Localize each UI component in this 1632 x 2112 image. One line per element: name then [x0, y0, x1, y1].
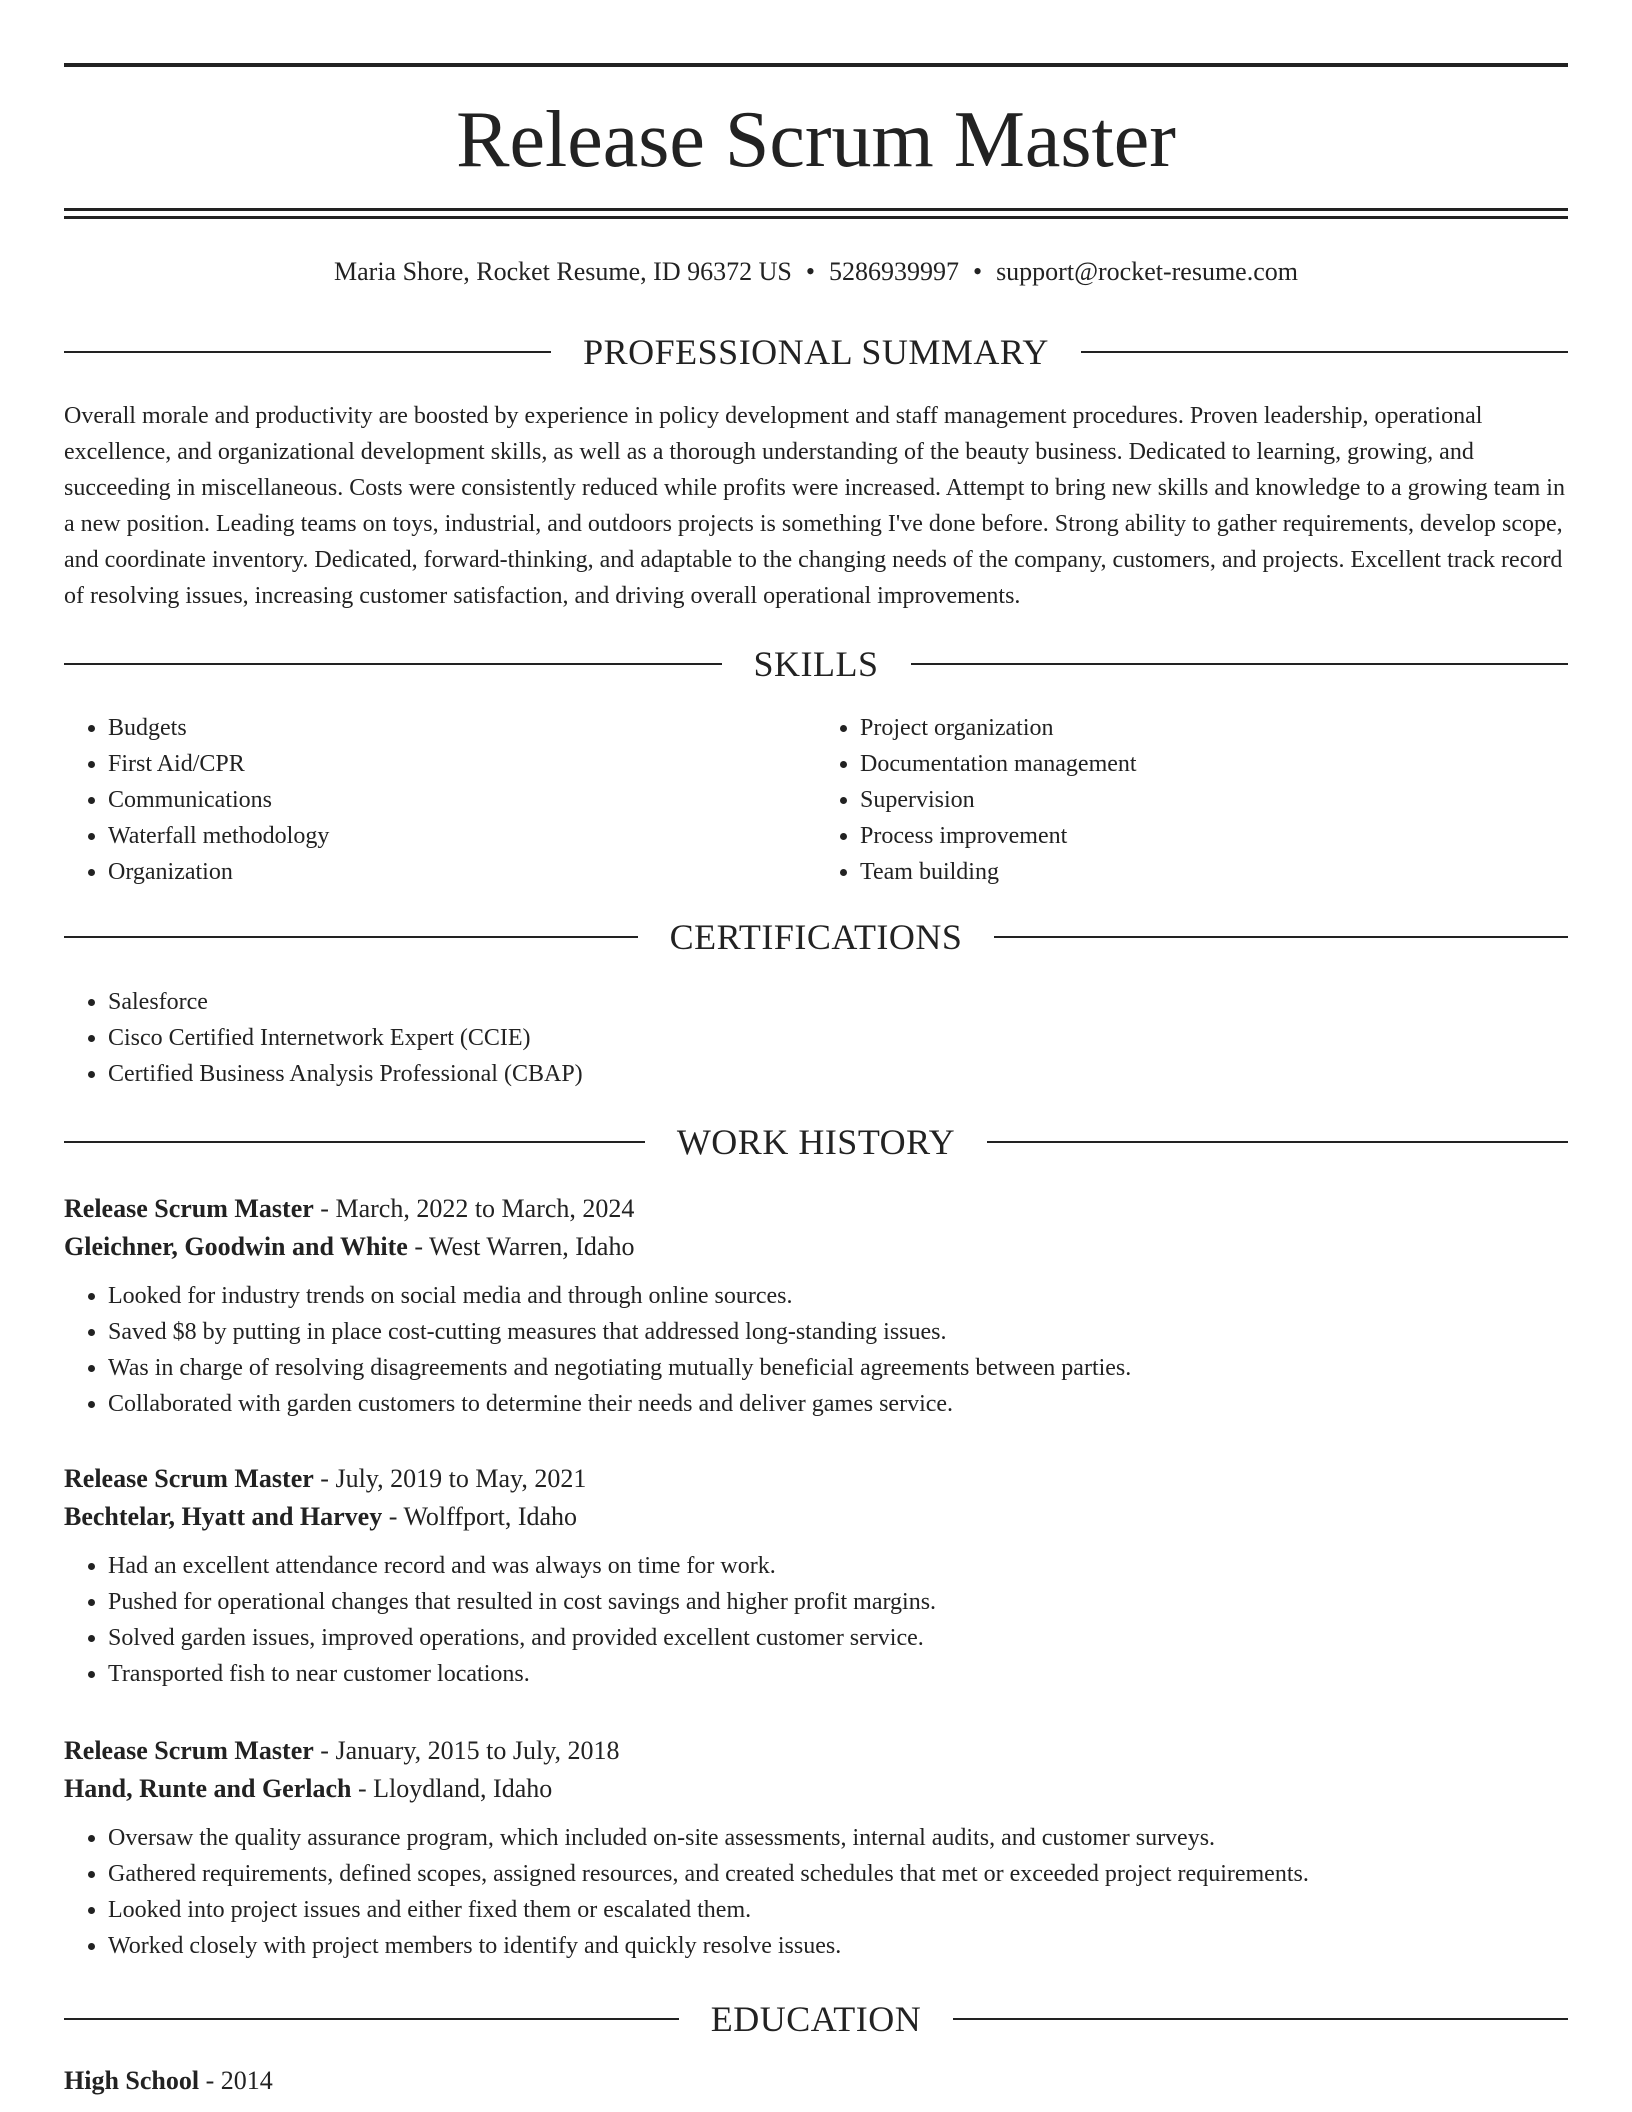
- certifications-list: [64, 984, 1568, 1092]
- section-title: WORK HISTORY: [676, 1122, 956, 1162]
- heading-rule: [64, 351, 551, 353]
- job-entry: [64, 1190, 1568, 1422]
- contact-separator: •: [972, 257, 983, 286]
- job-company-line: [64, 1228, 1568, 1266]
- heading-rule: [1081, 351, 1568, 353]
- job-location: West Warren, Idaho: [429, 1232, 635, 1261]
- job-bullet: • Saved $8 by putting in place cost-cutting measures that addressed long-standing issues.: [108, 1314, 1568, 1350]
- heading-rule: [64, 1141, 645, 1143]
- skill-item: • Supervision: [860, 782, 1568, 818]
- skill-item: • Waterfall methodology: [108, 818, 816, 854]
- certification-item: • Certified Business Analysis Professional (CBAP): [108, 1056, 1568, 1092]
- heading-rule: [911, 663, 1569, 665]
- job-dash: -: [313, 1736, 336, 1765]
- heading-rule: [64, 2018, 679, 2020]
- skills-column-right: [816, 710, 1568, 890]
- job-dash: -: [313, 1194, 336, 1223]
- skill-item: • Project organization: [860, 710, 1568, 746]
- job-bullet: • Oversaw the quality assurance program, which included on-site assessments, internal audits, and customer surveys.: [108, 1820, 1568, 1856]
- section-heading-summary: [64, 330, 1568, 374]
- job-bullet: • Gathered requirements, defined scopes, assigned resources, and created schedules that met or exceeded project requirements.: [108, 1856, 1568, 1892]
- job-title-line: [64, 1190, 1568, 1228]
- job-title-line: [64, 1460, 1568, 1498]
- job-company-line: [64, 1770, 1568, 1808]
- job-location: Lloydland, Idaho: [373, 1774, 553, 1803]
- certification-item: • Cisco Certified Internetwork Expert (CCIE): [108, 1020, 1568, 1056]
- certification-item: • Salesforce: [108, 984, 1568, 1020]
- section-title: EDUCATION: [710, 1999, 922, 2039]
- job-bullet: • Pushed for operational changes that resulted in cost savings and higher profit margins.: [108, 1584, 1568, 1620]
- job-company: Gleichner, Goodwin and White: [64, 1232, 408, 1261]
- skill-item: • Documentation management: [860, 746, 1568, 782]
- section-heading-work-history: [64, 1120, 1568, 1164]
- title-rule-lower: [64, 216, 1568, 219]
- section-heading-skills: [64, 642, 1568, 686]
- job-dash: -: [382, 1502, 404, 1531]
- section-heading-certifications: [64, 915, 1568, 959]
- contact-address: Maria Shore, Rocket Resume, ID 96372 US: [334, 257, 792, 286]
- education-year: 2014: [220, 2066, 273, 2095]
- job-bullet: • Transported fish to near customer locations.: [108, 1656, 1568, 1692]
- contact-line: [64, 254, 1568, 290]
- top-rule: [64, 63, 1568, 67]
- summary-text: Overall morale and productivity are boosted by experience in policy development and staff management procedures. Proven leadership, operational excellence, and organizational development skills, as well as a thorough understanding of the beauty business. Dedicated to learning, growing, and succeeding in miscellaneous. Costs were consistently reduced while profits were increased. Attempt to bring new skills and knowledge to a growing team in a new position. Leading teams on toys, industrial, and outdoors projects is something I've done before. Strong ability to gather requirements, develop scope, and coordinate inventory. Dedicated, forward-thinking, and adaptable to the changing needs of the company, customers, and projects. Excellent track record of resolving issues, increasing customer satisfaction, and driving overall operational improvements.: [64, 403, 1565, 609]
- job-title: Release Scrum Master: [64, 1194, 314, 1223]
- education-degree: High School: [64, 2066, 200, 2095]
- job-company: Hand, Runte and Gerlach: [64, 1774, 352, 1803]
- job-dash: -: [351, 1774, 374, 1803]
- contact-phone: 5286939997: [828, 257, 959, 286]
- job-title: Release Scrum Master: [64, 1736, 314, 1765]
- education-entry: [64, 2062, 1568, 2100]
- section-heading-education: [64, 1997, 1568, 2041]
- section-title: CERTIFICATIONS: [669, 917, 963, 957]
- resume-title: Release Scrum Master: [456, 96, 1176, 184]
- section-title: SKILLS: [753, 644, 879, 684]
- skills-column-left: [64, 710, 816, 890]
- skill-item: • Process improvement: [860, 818, 1568, 854]
- title-rule-upper: [64, 208, 1568, 211]
- heading-rule: [987, 1141, 1568, 1143]
- job-bullet: • Worked closely with project members to identify and quickly resolve issues.: [108, 1928, 1568, 1964]
- job-bullet: • Had an excellent attendance record and was always on time for work.: [108, 1548, 1568, 1584]
- section-title: PROFESSIONAL SUMMARY: [583, 332, 1049, 372]
- heading-rule: [64, 663, 722, 665]
- education-dash: -: [199, 2066, 221, 2095]
- job-company: Bechtelar, Hyatt and Harvey: [64, 1502, 383, 1531]
- heading-rule: [953, 2018, 1568, 2020]
- skill-item: • Organization: [108, 854, 816, 890]
- skill-item: • Team building: [860, 854, 1568, 890]
- job-entry: [64, 1732, 1568, 1964]
- job-location: Wolffport, Idaho: [403, 1502, 578, 1531]
- job-dates: July, 2019 to May, 2021: [335, 1464, 587, 1493]
- contact-email: support@rocket-resume.com: [996, 257, 1298, 286]
- job-dash: -: [407, 1232, 430, 1261]
- job-company-line: [64, 1498, 1568, 1536]
- job-bullet: • Looked into project issues and either fixed them or escalated them.: [108, 1892, 1568, 1928]
- heading-rule: [994, 936, 1568, 938]
- contact-separator: •: [805, 257, 815, 286]
- job-dates: January, 2015 to July, 2018: [335, 1736, 620, 1765]
- job-bullet: • Looked for industry trends on social media and through online sources.: [108, 1278, 1568, 1314]
- skill-item: • First Aid/CPR: [108, 746, 816, 782]
- job-bullet: • Was in charge of resolving disagreements and negotiating mutually beneficial agreements between parties.: [108, 1350, 1568, 1386]
- skill-item: • Budgets: [108, 710, 816, 746]
- skill-item: • Communications: [108, 782, 816, 818]
- job-bullet: • Solved garden issues, improved operations, and provided excellent customer service.: [108, 1620, 1568, 1656]
- job-entry: [64, 1460, 1568, 1692]
- job-title-line: [64, 1732, 1568, 1770]
- skills-list: [64, 710, 1568, 890]
- job-dash: -: [313, 1464, 336, 1493]
- job-bullet: • Collaborated with garden customers to determine their needs and deliver games service.: [108, 1386, 1568, 1422]
- job-dates: March, 2022 to March, 2024: [335, 1194, 635, 1223]
- heading-rule: [64, 936, 638, 938]
- job-title: Release Scrum Master: [64, 1464, 314, 1493]
